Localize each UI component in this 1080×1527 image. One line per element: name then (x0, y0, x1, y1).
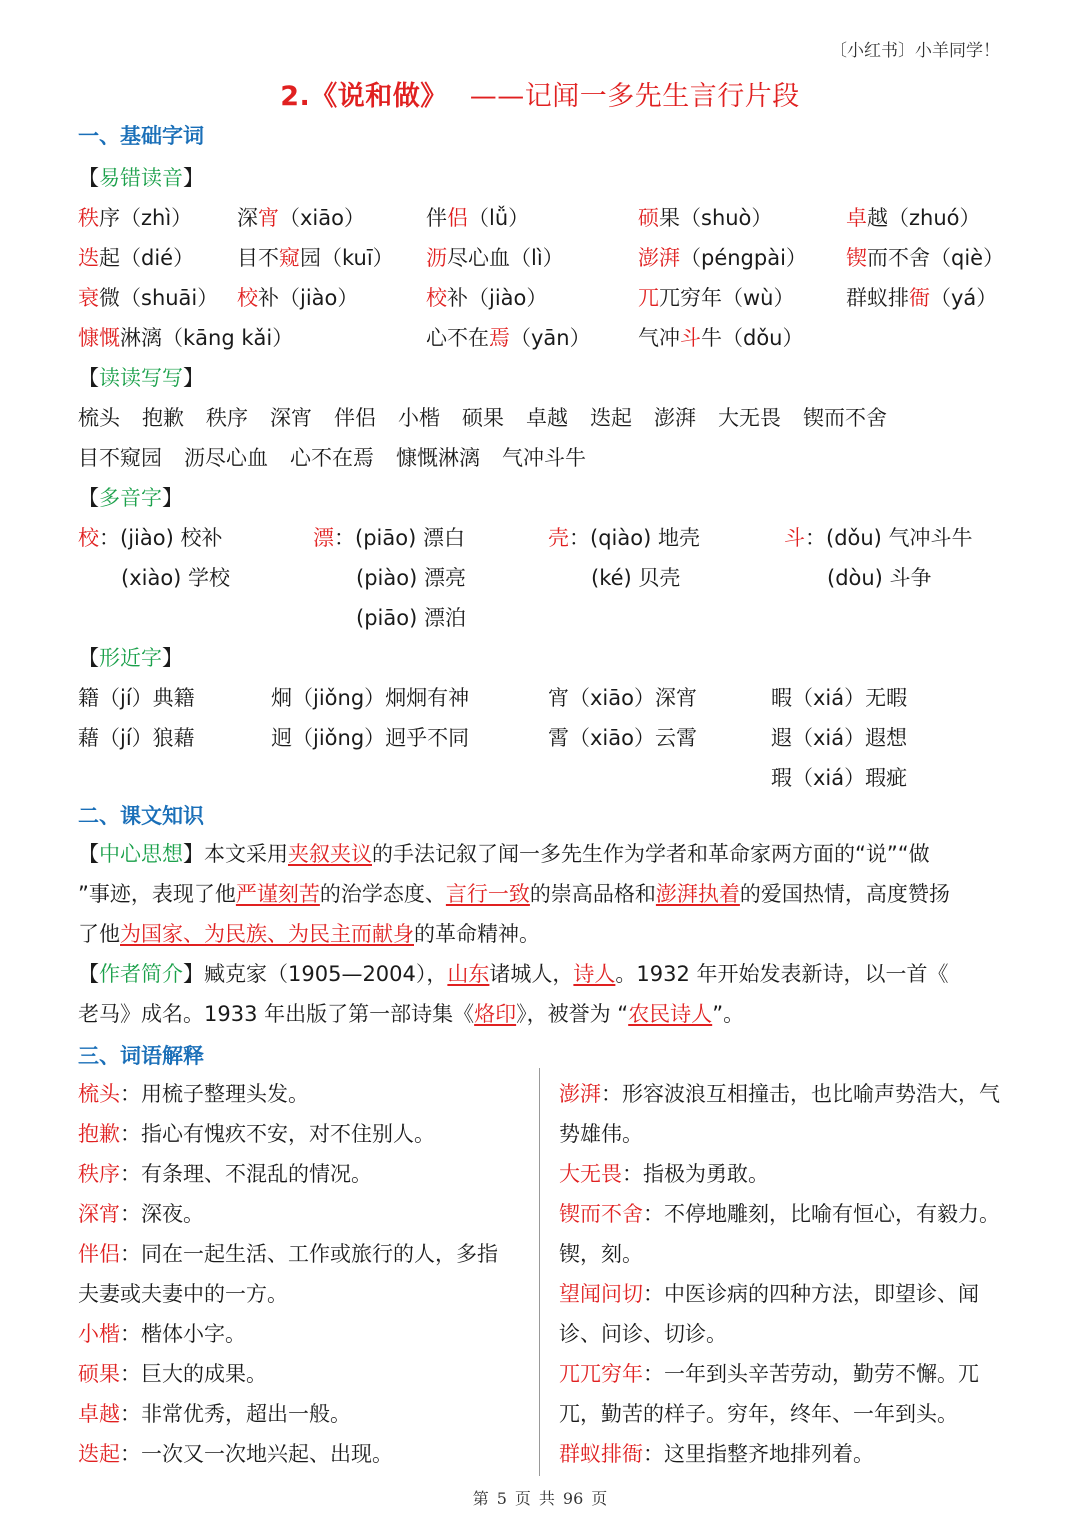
explanation-entry (78, 1234, 518, 1314)
explanation-word: 秩序 (78, 1162, 120, 1186)
explanation-def: ：这里指整齐地排列着。 (643, 1442, 874, 1466)
label-pronunciation: 【易错读音】 (78, 166, 204, 190)
read-write-word: 抱歉 (142, 406, 184, 430)
explanation-word: 小楷 (78, 1322, 120, 1346)
read-write-word: 梳头 (78, 406, 120, 430)
pron-item: 硕果（shuò） (638, 206, 773, 230)
section-basic-words: 一、基础字词 (78, 124, 204, 148)
explanation-def: ：指极为勇敢。 (622, 1162, 769, 1186)
explanation-word: 硕果 (78, 1362, 120, 1386)
section-word-explanations: 三、词语解释 (78, 1044, 204, 1068)
polyphone-reading: (xiào) 学校 (121, 566, 231, 590)
read-write-word: 深宵 (270, 406, 312, 430)
page-footer: 第 5 页 共 96 页 (472, 1489, 608, 1508)
read-write-word: 大无畏 (718, 406, 781, 430)
explanation-def: ：同在一起生活、工作或旅行的人，多指夫妻或夫妻中的一方。 (78, 1242, 498, 1306)
pron-item: 心不在焉（yān） (426, 326, 591, 350)
explanation-word: 望闻问切 (559, 1282, 643, 1306)
explanation-entry (78, 1394, 518, 1434)
polyphone-reading: (dòu) 斗争 (827, 566, 932, 590)
read-write-word: 澎湃 (654, 406, 696, 430)
explanations-right-column (559, 1074, 1009, 1474)
column-divider (539, 1068, 540, 1476)
explanation-entry (78, 1314, 518, 1354)
explanations-left-column (78, 1074, 518, 1474)
read-write-word: 心不在焉 (290, 446, 374, 470)
read-write-word: 目不窥园 (78, 446, 162, 470)
explanation-entry (78, 1194, 518, 1234)
pron-item: 气冲斗牛（dǒu） (638, 326, 804, 350)
read-write-row (78, 402, 909, 432)
similar-char-item: 籍（jí）典籍 (78, 686, 195, 710)
pron-item: 深宵（xiāo） (237, 206, 365, 230)
total-pages: 96 (562, 1489, 584, 1508)
explanation-def: ：不停地雕刻，比喻有恒心，有毅力。锲，刻。 (559, 1202, 1000, 1266)
polyphone-reading: (ké) 贝壳 (591, 566, 681, 590)
read-write-word: 慷慨淋漓 (396, 446, 480, 470)
polyphone-char: 斗 (784, 526, 805, 550)
polyphone-item: 校：(jiào) 校补 (78, 526, 223, 550)
similar-char-item: 宵（xiāo）深宵 (548, 686, 697, 710)
similar-char-item: 炯（jiǒng）炯炯有神 (271, 686, 470, 710)
explanation-word: 大无畏 (559, 1162, 622, 1186)
explanation-entry (559, 1274, 1009, 1354)
read-write-word: 硕果 (462, 406, 504, 430)
explanation-word: 伴侣 (78, 1242, 120, 1266)
polyphone-char: 校 (78, 526, 99, 550)
pron-item: 澎湃（péngpài） (638, 246, 807, 270)
read-write-word: 伴侣 (334, 406, 376, 430)
pron-item: 伴侣（lǚ） (426, 206, 530, 230)
explanation-entry (559, 1354, 1009, 1434)
pron-item: 校补（jiào） (426, 286, 548, 310)
polyphone-reading: (piào) 漂亮 (356, 566, 466, 590)
similar-char-item: 迥（jiǒng）迥乎不同 (271, 726, 470, 750)
pron-item: 衰微（shuāi） (78, 286, 219, 310)
polyphone-reading: (piāo) 漂泊 (356, 606, 466, 630)
section-text-knowledge: 二、课文知识 (78, 804, 204, 828)
pron-item: 目不窥园（kuī） (237, 246, 394, 270)
explanation-word: 迭起 (78, 1442, 120, 1466)
read-write-word: 锲而不舍 (803, 406, 887, 430)
explanation-word: 锲而不舍 (559, 1202, 643, 1226)
pron-item: 兀兀穷年（wù） (638, 286, 795, 310)
explanation-def: ：一次又一次地兴起、出现。 (120, 1442, 393, 1466)
theme-paragraph: 【中心思想】本文采用夹叙夹议的手法记叙了闻一多先生作为学者和革命家两方面的“说”“做 ”事迹，表现了他严谨刻苦的治学态度、言行一致的崇高品格和澎湃执着的爱国热情，高度赞扬 了他为国家、为民族、为民主而献身的革命精神。 (78, 842, 950, 946)
pron-item: 沥尽心血（lì） (426, 246, 564, 270)
explanation-entry (78, 1434, 518, 1474)
similar-char-item: 遐（xiá）遐想 (771, 726, 908, 750)
pron-item: 慷慨淋漓（kāng kǎi） (78, 326, 294, 350)
read-write-word: 小楷 (398, 406, 440, 430)
read-write-word: 秩序 (206, 406, 248, 430)
explanation-entry (78, 1114, 518, 1154)
polyphone-item: 斗：(dǒu) 气冲斗牛 (784, 526, 973, 550)
label-polyphone: 【多音字】 (78, 486, 183, 510)
pron-item: 卓越（zhuó） (846, 206, 981, 230)
watermark: 〔小红书〕小羊同学！ (830, 41, 1000, 61)
explanation-entry (559, 1194, 1009, 1274)
author-label: 作者简介 (99, 962, 183, 986)
read-write-word: 卓越 (526, 406, 568, 430)
explanation-def: ：形容波浪互相撞击，也比喻声势浩大，气势雄伟。 (559, 1082, 1000, 1146)
pron-item: 秩序（zhì） (78, 206, 193, 230)
explanation-entry (559, 1154, 1009, 1194)
explanation-word: 澎湃 (559, 1082, 601, 1106)
explanation-entry (78, 1154, 518, 1194)
explanation-entry (559, 1074, 1009, 1154)
similar-char-item: 霄（xiāo）云霄 (548, 726, 697, 750)
pron-item: 校补（jiào） (237, 286, 359, 310)
pron-item: 群蚁排衙（yá） (846, 286, 998, 310)
read-write-word: 沥尽心血 (184, 446, 268, 470)
title-sub: ——记闻一多先生言行片段 (469, 81, 800, 112)
explanation-def: ：深夜。 (120, 1202, 204, 1226)
polyphone-char: 壳 (548, 526, 569, 550)
explanation-word: 深宵 (78, 1202, 120, 1226)
explanation-def: ：指心有愧疚不安，对不住别人。 (120, 1122, 435, 1146)
explanation-def: ：中医诊病的四种方法，即望诊、闻诊、问诊、切诊。 (559, 1282, 979, 1346)
explanation-word: 卓越 (78, 1402, 120, 1426)
explanation-entry (78, 1354, 518, 1394)
explanation-entry (78, 1074, 518, 1114)
similar-char-item: 暇（xiá）无暇 (771, 686, 908, 710)
pron-item: 迭起（dié） (78, 246, 195, 270)
pron-item: 锲而不舍（qiè） (846, 246, 1005, 270)
theme-label: 中心思想 (99, 842, 183, 866)
explanation-def: ：非常优秀，超出一般。 (120, 1402, 351, 1426)
explanation-word: 兀兀穷年 (559, 1362, 643, 1386)
explanation-def: ：巨大的成果。 (120, 1362, 267, 1386)
explanation-def: ：用梳子整理头发。 (120, 1082, 309, 1106)
polyphone-item: 壳：(qiào) 地壳 (548, 526, 700, 550)
label-similar-chars: 【形近字】 (78, 646, 183, 670)
title-main: 2.《说和做》 (280, 81, 448, 112)
explanation-word: 梳头 (78, 1082, 120, 1106)
polyphone-item: 漂：(piāo) 漂白 (313, 526, 465, 550)
explanation-word: 抱歉 (78, 1122, 120, 1146)
page-number: 5 (496, 1489, 507, 1508)
read-write-word: 迭起 (590, 406, 632, 430)
explanation-def: ：一年到头辛苦劳动，勤劳不懈。兀兀，勤苦的样子。穷年，终年、一年到头。 (559, 1362, 979, 1426)
page-title (0, 74, 1080, 113)
similar-char-item: 藉（jí）狼藉 (78, 726, 195, 750)
explanation-def: ：楷体小字。 (120, 1322, 246, 1346)
label-read-write: 【读读写写】 (78, 366, 204, 390)
explanation-def: ：有条理、不混乱的情况。 (120, 1162, 372, 1186)
explanation-word: 群蚁排衙 (559, 1442, 643, 1466)
polyphone-char: 漂 (313, 526, 334, 550)
explanation-entry (559, 1434, 1009, 1474)
read-write-word: 气冲斗牛 (502, 446, 586, 470)
similar-char-item: 瑕（xiá）瑕疵 (771, 766, 908, 790)
author-paragraph: 【作者简介】臧克家（1905—2004），山东诸城人，诗人。1932 年开始发表新诗，以一首《 老马》成名。1933 年出版了第一部诗集《烙印》，被誉为 “农民诗人”。 (78, 962, 949, 1026)
read-write-row (78, 442, 608, 472)
